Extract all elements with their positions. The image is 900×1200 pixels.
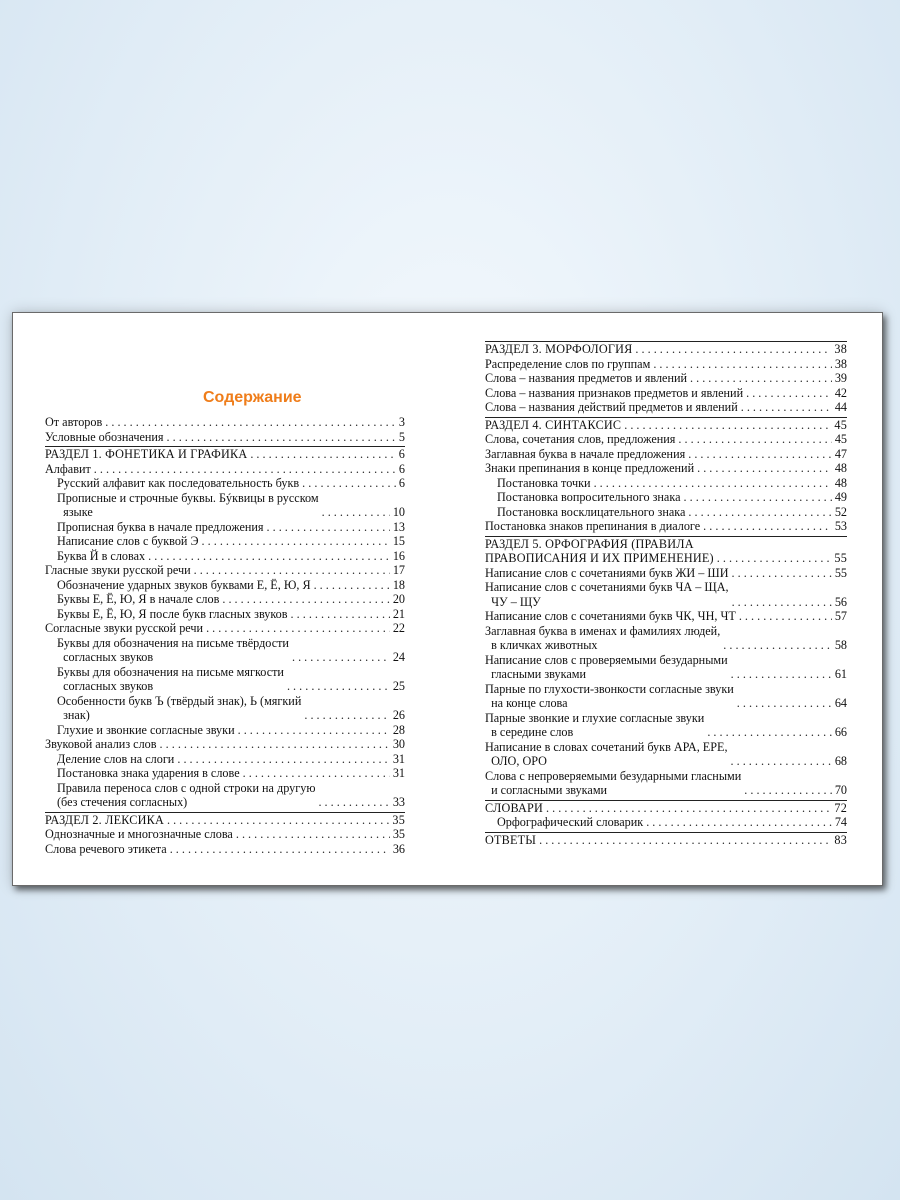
toc-page-number: 72 (834, 800, 847, 815)
toc-title: Содержание (203, 389, 302, 406)
toc-entry-label: Распределение слов по группам (485, 356, 651, 371)
dot-leader (635, 342, 831, 357)
dot-leader (148, 549, 390, 564)
toc-page-number: 66 (834, 725, 847, 739)
dot-leader (314, 578, 390, 593)
toc-entry (485, 386, 847, 401)
toc-entry-label: Буквы для обозначения на письме мягкости согласных звуков (57, 664, 284, 693)
toc-entry (45, 430, 405, 445)
dot-leader (739, 609, 832, 624)
toc-entry (45, 621, 405, 636)
dot-leader (206, 621, 390, 636)
toc-section-entry (485, 536, 847, 566)
toc-entry-label: Написание слов с сочетаниями букв ЧК, ЧН, ЧТ (485, 609, 736, 623)
toc-page-number: 26 (392, 708, 405, 722)
toc-entry-label: Слова, сочетания слов, предложения (485, 432, 676, 446)
toc-entry-label: Буквы Е, Ё, Ю, Я после букв гласных звуков (57, 606, 288, 621)
toc-entry-label: Слова – названия предметов и явлений (485, 371, 688, 385)
toc-section-entry (485, 341, 847, 357)
toc-entry-label: Знаки препинания в конце предложений (485, 461, 695, 475)
toc-entry-label: Постановка знака ударения в слове (57, 766, 240, 780)
toc-page-number: 17 (392, 563, 405, 577)
dot-leader (236, 827, 390, 842)
dot-leader (170, 842, 390, 857)
toc-entry-label: Алфавит (45, 461, 91, 476)
toc-entry-label: Глухие и звонкие согласные звуки (57, 722, 235, 737)
dot-leader (741, 400, 832, 415)
dot-leader (105, 415, 396, 430)
toc-entry (485, 711, 847, 740)
toc-entry-label: РАЗДЕЛ 4. СИНТАКСИС (485, 417, 622, 432)
dot-leader (322, 505, 390, 520)
toc-entry (485, 624, 847, 653)
toc-entry-label: РАЗДЕЛ 2. ЛЕКСИКА (45, 812, 164, 827)
toc-page-number: 3 (398, 415, 405, 429)
toc-page-number: 45 (834, 417, 847, 432)
toc-page-number: 6 (398, 476, 405, 490)
toc-entry-label: Написание слов с буквой Э (57, 534, 199, 548)
toc-page-number: 15 (392, 534, 405, 548)
toc-entry (485, 609, 847, 624)
toc-page-number: 48 (834, 461, 847, 475)
toc-entry-label: Буквы Е, Ё, Ю, Я в начале слов (57, 592, 220, 606)
toc-entry (45, 578, 405, 593)
toc-entry (485, 653, 847, 682)
toc-entry (485, 740, 847, 769)
book-spread (12, 312, 883, 886)
dot-leader (222, 592, 389, 607)
toc-page-number: 53 (834, 519, 847, 533)
toc-page-number: 20 (392, 592, 405, 606)
toc-page-number: 28 (392, 722, 405, 737)
toc-entry (45, 607, 405, 622)
dot-leader (690, 371, 832, 386)
dot-leader (177, 752, 389, 767)
toc-entry (45, 781, 405, 810)
toc-entry-label: РАЗДЕЛ 5. ОРФОГРАФИЯ (ПРАВИЛА ПРАВОПИСАНИЯ И ИХ ПРИМЕНЕНИЕ) (485, 536, 714, 565)
dot-leader (292, 650, 390, 665)
toc-section-entry (45, 812, 405, 828)
toc-entry (45, 766, 405, 781)
toc-entry-label: Слова – названия действий предметов и явлений (485, 400, 738, 414)
dot-leader (678, 432, 831, 447)
dot-leader (202, 534, 390, 549)
toc-page-number: 39 (834, 371, 847, 385)
dot-leader (732, 595, 832, 610)
dot-leader (697, 461, 832, 476)
toc-entry (45, 491, 405, 520)
toc-entry (485, 580, 847, 609)
dot-leader (653, 357, 832, 372)
dot-leader (717, 551, 832, 566)
toc-entry (485, 432, 847, 447)
dot-leader (731, 754, 832, 769)
dot-leader (304, 708, 389, 723)
toc-entry-label: Особенности букв Ъ (твёрдый знак), Ь (мягкий знак) (57, 693, 302, 722)
toc-entry-label: Деление слов на слоги (57, 751, 175, 766)
toc-entry (45, 520, 405, 535)
toc-entry (485, 476, 847, 491)
toc-entry (485, 682, 847, 711)
toc-entry-label: Прописная буква в начале предложения (57, 519, 264, 534)
toc-page-number: 42 (834, 385, 847, 400)
toc-page-number: 45 (834, 432, 847, 446)
toc-page-number: 10 (392, 505, 405, 519)
toc-entry (45, 827, 405, 842)
toc-entry-label: Написание слов с проверяемыми безударными гласными звуками (485, 652, 728, 681)
dot-leader (723, 638, 832, 653)
dot-leader (707, 725, 832, 740)
toc-entry (45, 415, 405, 430)
toc-entry (485, 371, 847, 386)
toc-entry-label: Обозначение ударных звуков буквами Е, Ё, Ю, Я (57, 577, 311, 592)
dot-leader (287, 679, 390, 694)
toc-page-number: 25 (392, 679, 405, 693)
dot-leader (194, 563, 390, 578)
dot-leader (732, 566, 832, 581)
left-toc-list (45, 415, 405, 856)
dot-leader (744, 783, 832, 798)
toc-entry-label: СЛОВАРИ (485, 800, 544, 815)
toc-page-number: 68 (834, 754, 847, 768)
toc-entry (45, 665, 405, 694)
toc-page-number: 5 (398, 429, 405, 444)
dot-leader (243, 766, 390, 781)
toc-page-number: 24 (392, 650, 405, 664)
toc-entry (485, 461, 847, 476)
dot-leader (731, 667, 832, 682)
toc-entry-label: Звуковой анализ слов (45, 737, 157, 751)
toc-entry (45, 723, 405, 738)
dot-leader (684, 490, 832, 505)
toc-section-entry (485, 800, 847, 816)
dot-leader (302, 476, 396, 491)
toc-entry (45, 842, 405, 857)
toc-section-entry (485, 417, 847, 433)
toc-entry-label: Постановка знаков препинания в диалоге (485, 519, 701, 533)
toc-entry (45, 476, 405, 491)
dot-leader (318, 795, 389, 810)
toc-page-number: 52 (834, 504, 847, 519)
toc-entry (485, 447, 847, 462)
toc-page-number: 47 (834, 446, 847, 461)
toc-entry-label: Заглавная буква в именах и фамилиях людей, в кличках животных (485, 623, 721, 652)
toc-page-number: 61 (834, 667, 847, 681)
toc-entry-label: Слова – названия признаков предметов и явлений (485, 385, 744, 400)
toc-page-number: 22 (392, 621, 405, 635)
toc-page-number: 64 (834, 696, 847, 710)
toc-entry (485, 357, 847, 372)
toc-page-number: 6 (398, 461, 405, 476)
dot-leader (167, 813, 389, 828)
toc-page-number: 74 (834, 815, 847, 829)
toc-entry-label: Постановка точки (497, 475, 591, 490)
toc-entry (485, 490, 847, 505)
toc-entry-label: Постановка вопросительного знака (497, 490, 681, 504)
toc-entry-label: Слова речевого этикета (45, 841, 167, 856)
toc-page-number: 55 (834, 551, 847, 565)
toc-page-number: 33 (392, 795, 405, 809)
toc-entry-label: Постановка восклицательного знака (497, 504, 686, 519)
dot-leader (624, 418, 831, 433)
toc-entry (485, 400, 847, 415)
toc-page-number: 38 (834, 342, 847, 356)
toc-page-number: 6 (398, 447, 405, 461)
toc-page-number: 13 (392, 519, 405, 534)
toc-entry (485, 815, 847, 830)
toc-entry (45, 694, 405, 723)
toc-page-number: 55 (834, 565, 847, 580)
toc-page-number: 44 (834, 400, 847, 414)
toc-entry-label: Русский алфавит как последовательность букв (57, 476, 300, 490)
dot-leader (94, 462, 396, 477)
toc-page-number: 58 (834, 638, 847, 652)
dot-leader (703, 519, 832, 534)
toc-entry-label: Написание в словах сочетаний букв АРА, ЕРЕ, ОЛО, ОРО (485, 739, 728, 768)
toc-page-number: 36 (392, 841, 405, 856)
toc-entry (45, 592, 405, 607)
toc-section-entry (485, 832, 847, 848)
dot-leader (688, 447, 832, 462)
toc-page-number: 83 (834, 832, 847, 847)
toc-entry-label: Написание слов с сочетаниями букв ЧА – ЩА, ЧУ – ЩУ (485, 580, 729, 609)
toc-entry-label: Парные звонкие и глухие согласные звуки в середине слов (485, 710, 705, 739)
dot-leader (267, 520, 390, 535)
toc-entry-label: Прописные и строчные буквы. Бýквицы в русском языке (57, 490, 319, 519)
right-toc-list (485, 341, 847, 847)
toc-entry (485, 519, 847, 534)
toc-entry (45, 752, 405, 767)
toc-page-number: 31 (392, 751, 405, 766)
toc-page-number: 70 (834, 783, 847, 797)
toc-page-number: 38 (834, 356, 847, 371)
dot-leader (746, 386, 832, 401)
toc-entry-label: Написание слов с сочетаниями букв ЖИ – ШИ (485, 565, 729, 580)
toc-entry-label: Орфографический словарик (497, 815, 644, 829)
toc-page-number: 31 (392, 766, 405, 780)
dot-leader (539, 833, 831, 848)
toc-entry-label: Правила переноса слов с одной строки на другую (без стечения согласных) (57, 780, 316, 809)
dot-leader (546, 801, 831, 816)
toc-page-number: 35 (392, 812, 405, 827)
dot-leader (688, 505, 831, 520)
toc-section-entry (45, 446, 405, 462)
dot-leader (250, 447, 395, 462)
toc-entry-label: Условные обозначения (45, 429, 164, 444)
toc-entry-label: Согласные звуки русской речи (45, 621, 204, 635)
dot-leader (167, 430, 396, 445)
toc-page-number: 18 (392, 577, 405, 592)
toc-entry (45, 534, 405, 549)
toc-entry-label: Однозначные и многозначные слова (45, 827, 233, 841)
toc-page-number: 30 (392, 737, 405, 751)
toc-entry-label: Слова с непроверяемыми безударными гласными и согласными звуками (485, 768, 742, 797)
dot-leader (594, 476, 832, 491)
toc-entry (485, 566, 847, 581)
toc-page-number: 21 (392, 606, 405, 621)
dot-leader (646, 815, 832, 830)
dot-leader (238, 723, 390, 738)
toc-entry-label: ОТВЕТЫ (485, 832, 537, 847)
toc-entry-label: РАЗДЕЛ 3. МОРФОЛОГИЯ (485, 342, 633, 356)
dot-leader (160, 737, 390, 752)
toc-entry-label: Парные по глухости-звонкости согласные звуки на конце слова (485, 681, 734, 710)
toc-entry (45, 636, 405, 665)
toc-entry (485, 505, 847, 520)
toc-page-number: 16 (392, 548, 405, 563)
toc-entry-label: Заглавная буква в начале предложения (485, 446, 686, 461)
toc-page-number: 49 (834, 490, 847, 504)
toc-entry-label: РАЗДЕЛ 1. ФОНЕТИКА И ГРАФИКА (45, 447, 248, 461)
toc-entry-label: Гласные звуки русской речи (45, 563, 191, 577)
toc-page-number: 56 (834, 594, 847, 609)
toc-entry-label: Буквы для обозначения на письме твёрдости согласных звуков (57, 635, 289, 664)
dot-leader (737, 696, 832, 711)
dot-leader (291, 607, 390, 622)
toc-page-number: 48 (834, 475, 847, 490)
toc-entry-label: Буква Й в словах (57, 548, 146, 563)
toc-page-number: 35 (392, 827, 405, 841)
toc-entry (45, 563, 405, 578)
toc-page-number: 57 (834, 609, 847, 623)
toc-entry (45, 549, 405, 564)
toc-entry (45, 737, 405, 752)
toc-entry-label: От авторов (45, 415, 103, 429)
toc-entry (45, 462, 405, 477)
toc-entry (485, 769, 847, 798)
